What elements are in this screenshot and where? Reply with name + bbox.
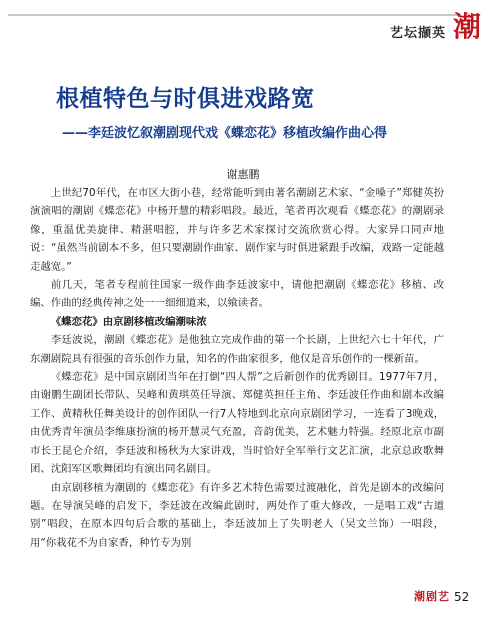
section-label: 艺坛撷英 xyxy=(389,26,446,41)
header-rule xyxy=(8,14,460,16)
article-body xyxy=(30,184,444,552)
paragraph: 由京剧移植为潮剧的《蝶恋花》有许多艺术特色需要过渡融化，首先是剧本的改编问题。在导演吴峰的启发下，李廷波在改编此剧时，两处作了重大修改，一是唱工戏“古道别”唱段，在原本四句后合歌的基础上，李廷波加上了失明老人（吴文兰饰）一唱段，用“你栽花不为自家香，种竹专为别 xyxy=(30,481,444,549)
section-heading: 《蝶恋花》由京剧移植改编潮味浓 xyxy=(50,315,207,328)
paragraph: 前几天，笔者专程前往国家一级作曲李廷波家中，请他把潮剧《蝶恋花》移植、改编、作曲的经典传神之处一一细细道来，以飨读者。 xyxy=(30,279,444,310)
page-number: 52 xyxy=(454,590,470,604)
article-title: 根植特色与时俱进戏路宽 xyxy=(56,86,315,112)
article-subtitle: ——李廷波忆叙潮剧现代戏《蝶恋花》移植改编作曲心得 xyxy=(62,126,388,141)
article-author: 谢惠鹏 xyxy=(226,168,260,181)
paragraph: 上世纪70年代，在市区大街小巷，经常能听到由著名潮剧艺术家、“金嗓子”郑健英扮演演唱的潮剧《蝶恋花》中杨开慧的精彩唱段。最近，笔者再次观看《蝶恋花》的潮剧录像，重温优美旋律、精湛唱腔，并与许多艺术家探讨交流欣赏心得。大家异口同声地说：“虽然当前剧本不多，但只要潮剧作曲家、剧作家与时俱进紧跟手改编，戏路一定能越走越宽。” xyxy=(30,187,444,273)
paragraph: 《蝶恋花》是中国京剧团当年在打倒“四人帮”之后新创作的优秀剧目。1977年7月，由谢鹏生副团长带队、吴峰和黄琪英任导演、郑健英担任主角、李廷波任作曲和剧本改编工作、黄精秋任舞美设计的创作团队一行7人特地到北京向京剧团学习，一连看了3晚戏，由优秀青年演员李维康扮演的杨开慧灵气充盈，音韵优美，艺术魅力特强。经原北京市副市长王昆仑介绍，李廷波和杨秋为大家讲戏，当时恰好全军举行文艺汇演，北京总政歌舞团、沈阳军区歌舞团均有演出同名剧目。 xyxy=(30,371,444,476)
footer-logo: 潮剧艺 xyxy=(414,590,450,603)
paragraph: 李廷波说，潮剧《蝶恋花》是他独立完成作曲的第一个长剧，上世纪六七十年代，广东潮剧院具有很强的音乐创作力量，知名的作曲家很多，他仅是音乐创作的一棵新苗。 xyxy=(30,334,444,365)
logo-seal: 潮 xyxy=(452,10,481,43)
